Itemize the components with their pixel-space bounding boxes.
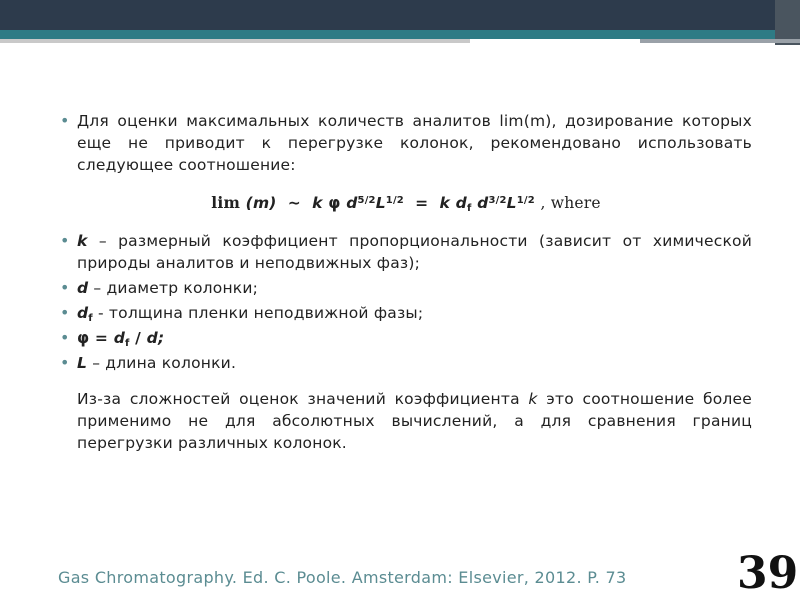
formula-k: k	[312, 194, 323, 212]
note-text-after: это соотношение более применимо не для абсолютных вычислений, а для сравнения границ перегрузки различных колонок.	[77, 390, 752, 452]
header-teal-band	[0, 30, 775, 39]
phi-d: d	[146, 329, 158, 347]
term-df: d	[77, 304, 89, 322]
formula-exp-d2: 3/2	[488, 195, 507, 206]
definitions-list	[60, 230, 752, 374]
note-paragraph	[60, 388, 752, 454]
formula-exp-L: 1/2	[385, 195, 404, 206]
term-L: L	[77, 354, 88, 372]
formula-L: L	[375, 194, 386, 212]
definition-df-text: - толщина пленки неподвижной фазы;	[92, 304, 424, 322]
phi-slash: /	[129, 329, 147, 347]
formula-lim: lim	[211, 193, 241, 212]
formula-L2: L	[506, 194, 517, 212]
citation-footer: Gas Chromatography. Ed. C. Poole. Amsterdam: Elsevier, 2012. P. 73	[58, 568, 627, 587]
slide-body	[60, 110, 752, 454]
formula-exp-d: 5/2	[357, 195, 376, 206]
phi-end: ;	[157, 329, 165, 347]
formula-d: d	[346, 194, 358, 212]
definition-d-text: – диаметр колонки;	[88, 279, 259, 297]
formula-approx: ~	[287, 194, 301, 212]
term-d: d	[77, 279, 89, 297]
phi-df-sub: f	[125, 338, 130, 349]
header-dark-band	[0, 0, 800, 30]
term-df-sub: f	[88, 313, 93, 324]
formula-m: (m)	[245, 194, 277, 212]
phi-df: d	[113, 329, 126, 347]
formula-equals: =	[415, 194, 429, 212]
slide-number: 39	[737, 548, 799, 599]
formula-df: d	[455, 194, 467, 212]
definition-phi	[60, 327, 752, 349]
overload-formula	[60, 192, 752, 214]
definition-k	[60, 230, 752, 274]
definition-d	[60, 277, 752, 299]
note-text-before: Из-за сложностей оценок значений коэффициента	[77, 390, 529, 408]
formula-phi: φ	[328, 194, 341, 212]
definition-df	[60, 302, 752, 324]
header-divider	[0, 39, 470, 43]
intro-text: Для оценки максимальных количеств аналитов lim(m), дозирование которых еще не приводит к перегрузке колонок, рекомендовано использовать следующее соотношение:	[77, 112, 752, 174]
definition-L	[60, 352, 752, 374]
formula-k2: k	[439, 194, 451, 212]
definition-k-text: – размерный коэффициент пропорциональности (зависит от химической природы аналитов и неподвижных фаз);	[77, 232, 752, 272]
definition-L-text: – длина колонки.	[87, 354, 237, 372]
header-divider-right	[640, 39, 800, 43]
term-k: k	[77, 232, 88, 250]
formula-exp-L2: 1/2	[516, 195, 535, 206]
formula-where: , where	[540, 194, 601, 212]
formula-df-sub: f	[466, 203, 472, 214]
formula-d2: d	[477, 194, 489, 212]
note-k: k	[528, 390, 538, 408]
intro-paragraph	[60, 110, 752, 176]
term-phi: φ =	[77, 329, 114, 347]
